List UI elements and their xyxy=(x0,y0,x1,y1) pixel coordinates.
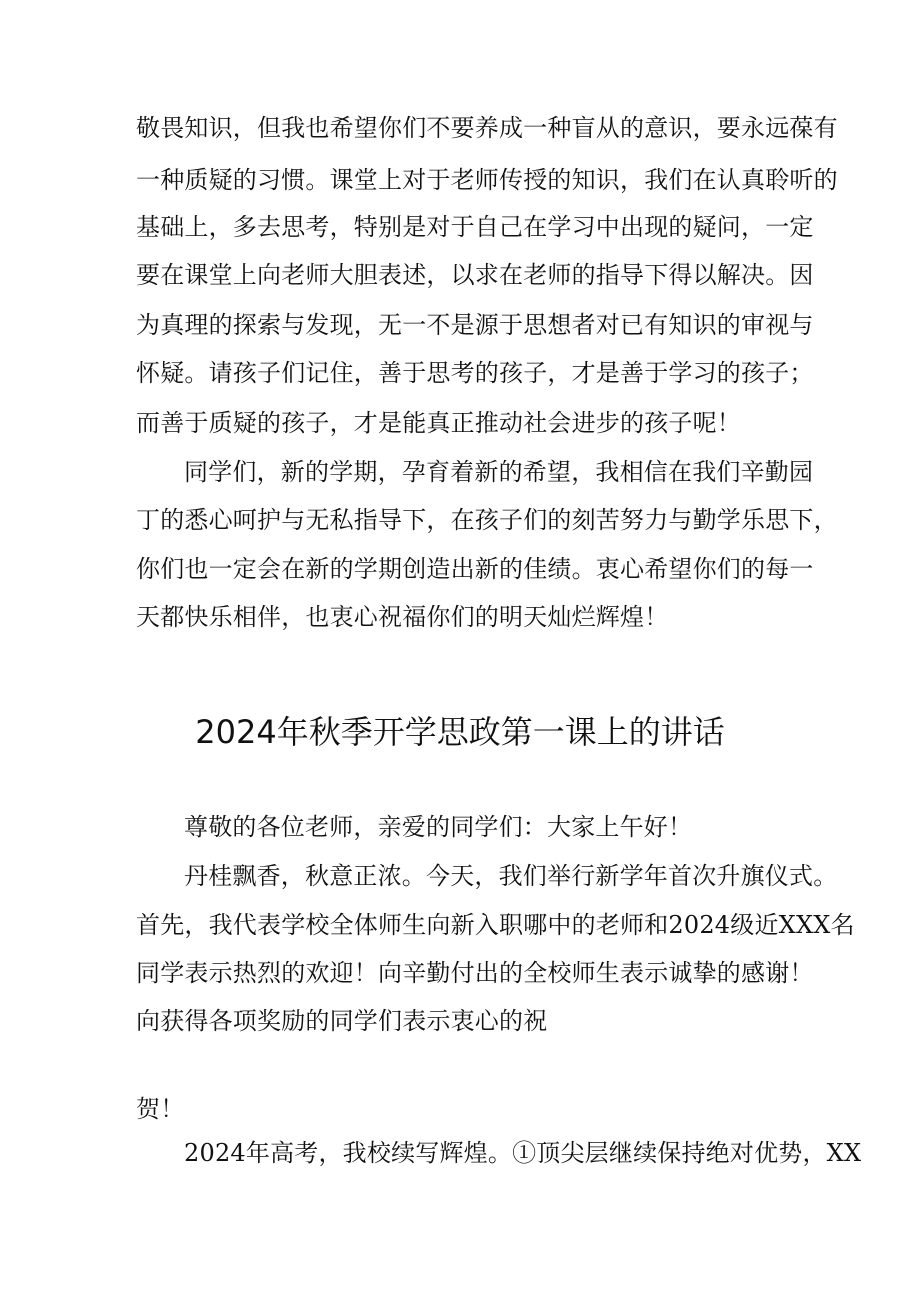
greeting: 尊敬的各位老师，亲爱的同学们：大家上午好！ xyxy=(184,813,693,841)
paragraph-line: 敬畏知识，但我也希望你们不要养成一种盲从的意识，要永远葆有 xyxy=(136,114,838,142)
paragraph-line: 为真理的探索与发现，无一不是源于思想者对已有知识的审视与 xyxy=(136,311,814,339)
paragraph-line: 而善于质疑的孩子，才是能真正推动社会进步的孩子呢！ xyxy=(136,409,741,437)
paragraph-line: 一种质疑的习惯。课堂上对于老师传授的知识，我们在认真聆听的 xyxy=(136,166,838,194)
paragraph-line: 丁的悉心呵护与无私指导下，在孩子们的刻苦努力与勤学乐思下， xyxy=(136,506,838,534)
paragraph-line: 你们也一定会在新的学期创造出新的佳绩。衷心希望你们的每一 xyxy=(136,555,814,583)
paragraph-line: 首先，我代表学校全体师生向新入职哪中的老师和2024级近XXX名 xyxy=(136,911,855,939)
paragraph-line: 2024年高考，我校续写辉煌。①顶尖层继续保持绝对优势，XX xyxy=(184,1139,862,1167)
paragraph-line: 要在课堂上向老师大胆表述，以求在老师的指导下得以解决。因 xyxy=(136,261,814,289)
paragraph-line: 同学们，新的学期，孕育着新的希望，我相信在我们辛勤园 xyxy=(184,458,814,486)
paragraph-line: 怀疑。请孩子们记住，善于思考的孩子，才是善于学习的孩子； xyxy=(136,359,814,387)
paragraph-line: 同学表示热烈的欢迎！向辛勤付出的全校师生表示诚挚的感谢！ xyxy=(136,959,814,987)
paragraph-line: 天都快乐相伴，也衷心祝福你们的明天灿烂辉煌！ xyxy=(136,603,669,631)
document-title: 2024年秋季开学思政第一课上的讲话 xyxy=(195,713,725,751)
paragraph-line: 基础上，多去思考，特别是对于自己在学习中出现的疑问，一定 xyxy=(136,213,814,241)
paragraph-line: 向获得各项奖励的同学们表示衷心的祝 xyxy=(136,1007,548,1035)
paragraph-line: 丹桂飘香，秋意正浓。今天，我们举行新学年首次升旗仪式。 xyxy=(184,862,838,890)
paragraph-line: 贺！ xyxy=(136,1095,185,1123)
